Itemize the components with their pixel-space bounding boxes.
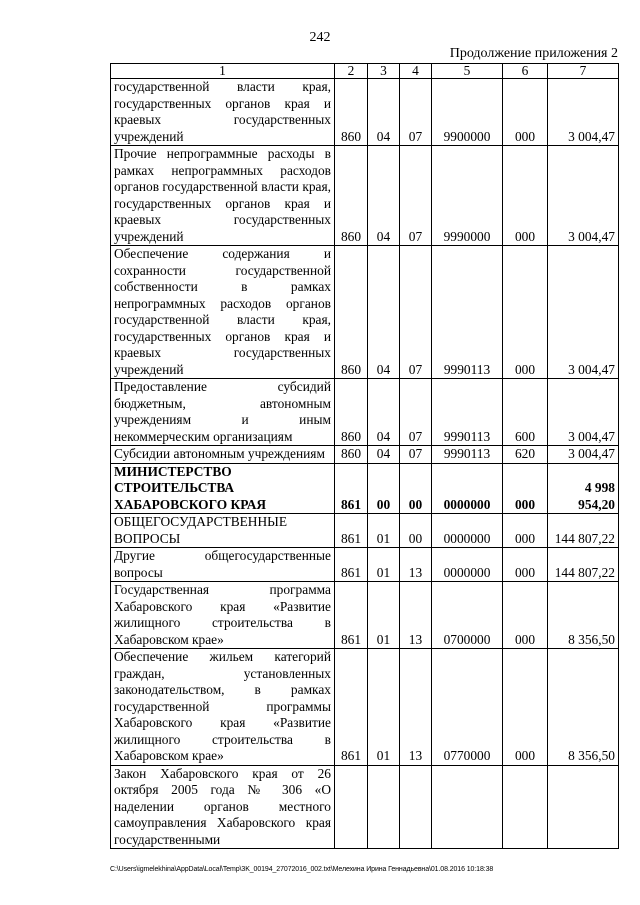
row-value-cell: 00 (400, 514, 432, 548)
row-value-cell: 3 004,47 (548, 79, 619, 146)
table-row (111, 463, 619, 514)
row-value-cell: 861 (335, 463, 368, 514)
row-value-cell: 04 (368, 79, 400, 146)
table-row (111, 649, 619, 766)
row-value-cell: 01 (368, 514, 400, 548)
row-name-cell: МИНИСТЕРСТВО СТРОИТЕЛЬСТВА ХАБАРОВСКОГО КРАЯ (111, 463, 335, 514)
row-value-cell: 8 356,50 (548, 582, 619, 649)
row-value-cell: 00 (368, 463, 400, 514)
row-value-cell: 9990113 (432, 379, 503, 446)
row-value-cell: 9900000 (432, 79, 503, 146)
row-value-cell: 000 (503, 246, 548, 379)
row-value-cell: 07 (400, 146, 432, 246)
file-path-footer: C:\Users\igmelekhina\AppData\Local\Temp\3K_00194_27072016_002.txt\Мелехина Ирина Геннадьевна\01.08.2016 10:18:38 (110, 866, 494, 873)
table-row (111, 79, 619, 146)
row-value-cell: 13 (400, 582, 432, 649)
row-value-cell: 07 (400, 446, 432, 464)
row-value-cell: 9990113 (432, 246, 503, 379)
row-value-cell: 04 (368, 379, 400, 446)
row-value-cell: 000 (503, 146, 548, 246)
row-value-cell: 600 (503, 379, 548, 446)
row-value-cell: 3 004,47 (548, 146, 619, 246)
row-value-cell: 0000000 (432, 514, 503, 548)
row-name-cell: Закон Хабаровского края от 26 октября 2005 года № 306 «О наделении органов местного самоуправления Хабаровского края государственными (111, 765, 335, 849)
row-value-cell: 9990113 (432, 446, 503, 464)
row-value-cell: 13 (400, 548, 432, 582)
table-row (111, 146, 619, 246)
column-header: 7 (548, 64, 619, 79)
row-name-cell: государственной власти края, государственных органов края и краевых государственных учреждений (111, 79, 335, 146)
row-value-cell: 860 (335, 379, 368, 446)
row-value-cell: 860 (335, 246, 368, 379)
row-value-cell: 0700000 (432, 582, 503, 649)
row-value-cell (368, 765, 400, 849)
table-row (111, 379, 619, 446)
row-value-cell: 861 (335, 514, 368, 548)
row-name-cell: Субсидии автономным учреждениям (111, 446, 335, 464)
row-value-cell: 861 (335, 582, 368, 649)
row-name-cell: Прочие непрограммные расходы в рамках непрограммных расходов органов государственной власти края, государственных органов края и краевых государственных учреждений (111, 146, 335, 246)
table-row (111, 514, 619, 548)
row-value-cell: 01 (368, 582, 400, 649)
row-value-cell: 04 (368, 446, 400, 464)
table-header-row (111, 64, 619, 79)
row-value-cell (335, 765, 368, 849)
table-row (111, 246, 619, 379)
row-value-cell (432, 765, 503, 849)
row-value-cell: 4 998 954,20 (548, 463, 619, 514)
row-name-cell: Обеспечение жильем категорий граждан, установленных законодательством, в рамках государственной программы Хабаровского края «Развитие жилищного строительства в Хабаровском крае» (111, 649, 335, 766)
row-value-cell: 3 004,47 (548, 246, 619, 379)
row-name-cell: Государственная программа Хабаровского края «Развитие жилищного строительства в Хабаровском крае» (111, 582, 335, 649)
row-value-cell (503, 765, 548, 849)
row-value-cell: 3 004,47 (548, 446, 619, 464)
column-header: 5 (432, 64, 503, 79)
row-value-cell: 144 807,22 (548, 548, 619, 582)
row-value-cell: 000 (503, 79, 548, 146)
row-value-cell: 00 (400, 463, 432, 514)
row-value-cell: 000 (503, 514, 548, 548)
row-value-cell: 04 (368, 146, 400, 246)
row-value-cell: 000 (503, 548, 548, 582)
row-value-cell: 144 807,22 (548, 514, 619, 548)
row-name-cell: Предоставление субсидий бюджетным, автономным учреждениям и иным некоммерческим организациям (111, 379, 335, 446)
row-value-cell: 860 (335, 79, 368, 146)
row-value-cell (400, 765, 432, 849)
table-row (111, 582, 619, 649)
row-value-cell: 000 (503, 649, 548, 766)
column-header: 4 (400, 64, 432, 79)
column-header: 6 (503, 64, 548, 79)
row-value-cell: 04 (368, 246, 400, 379)
row-value-cell: 01 (368, 548, 400, 582)
row-value-cell: 000 (503, 582, 548, 649)
table-row (111, 765, 619, 849)
table-row (111, 548, 619, 582)
row-value-cell: 13 (400, 649, 432, 766)
row-value-cell (548, 765, 619, 849)
row-value-cell: 01 (368, 649, 400, 766)
row-value-cell: 3 004,47 (548, 379, 619, 446)
row-value-cell: 0000000 (432, 548, 503, 582)
row-value-cell: 860 (335, 146, 368, 246)
budget-table (110, 63, 619, 849)
row-name-cell: Другие общегосударственные вопросы (111, 548, 335, 582)
row-value-cell: 861 (335, 649, 368, 766)
row-value-cell: 8 356,50 (548, 649, 619, 766)
row-value-cell: 07 (400, 246, 432, 379)
row-value-cell: 0000000 (432, 463, 503, 514)
page-number: 242 (309, 30, 331, 45)
row-value-cell: 000 (503, 463, 548, 514)
row-value-cell: 860 (335, 446, 368, 464)
row-value-cell: 861 (335, 548, 368, 582)
column-header: 1 (111, 64, 335, 79)
table-row (111, 446, 619, 464)
row-value-cell: 9990000 (432, 146, 503, 246)
row-value-cell: 07 (400, 379, 432, 446)
column-header: 2 (335, 64, 368, 79)
row-name-cell: Обеспечение содержания и сохранности государственной собственности в рамках непрограммных расходов органов государственной власти края, государственных органов края и краевых государственных учреждений (111, 246, 335, 379)
row-value-cell: 07 (400, 79, 432, 146)
row-value-cell: 620 (503, 446, 548, 464)
column-header: 3 (368, 64, 400, 79)
row-value-cell: 0770000 (432, 649, 503, 766)
continuation-note: Продолжение приложения 2 (449, 46, 618, 61)
row-name-cell: ОБЩЕГОСУДАРСТВЕННЫЕ ВОПРОСЫ (111, 514, 335, 548)
